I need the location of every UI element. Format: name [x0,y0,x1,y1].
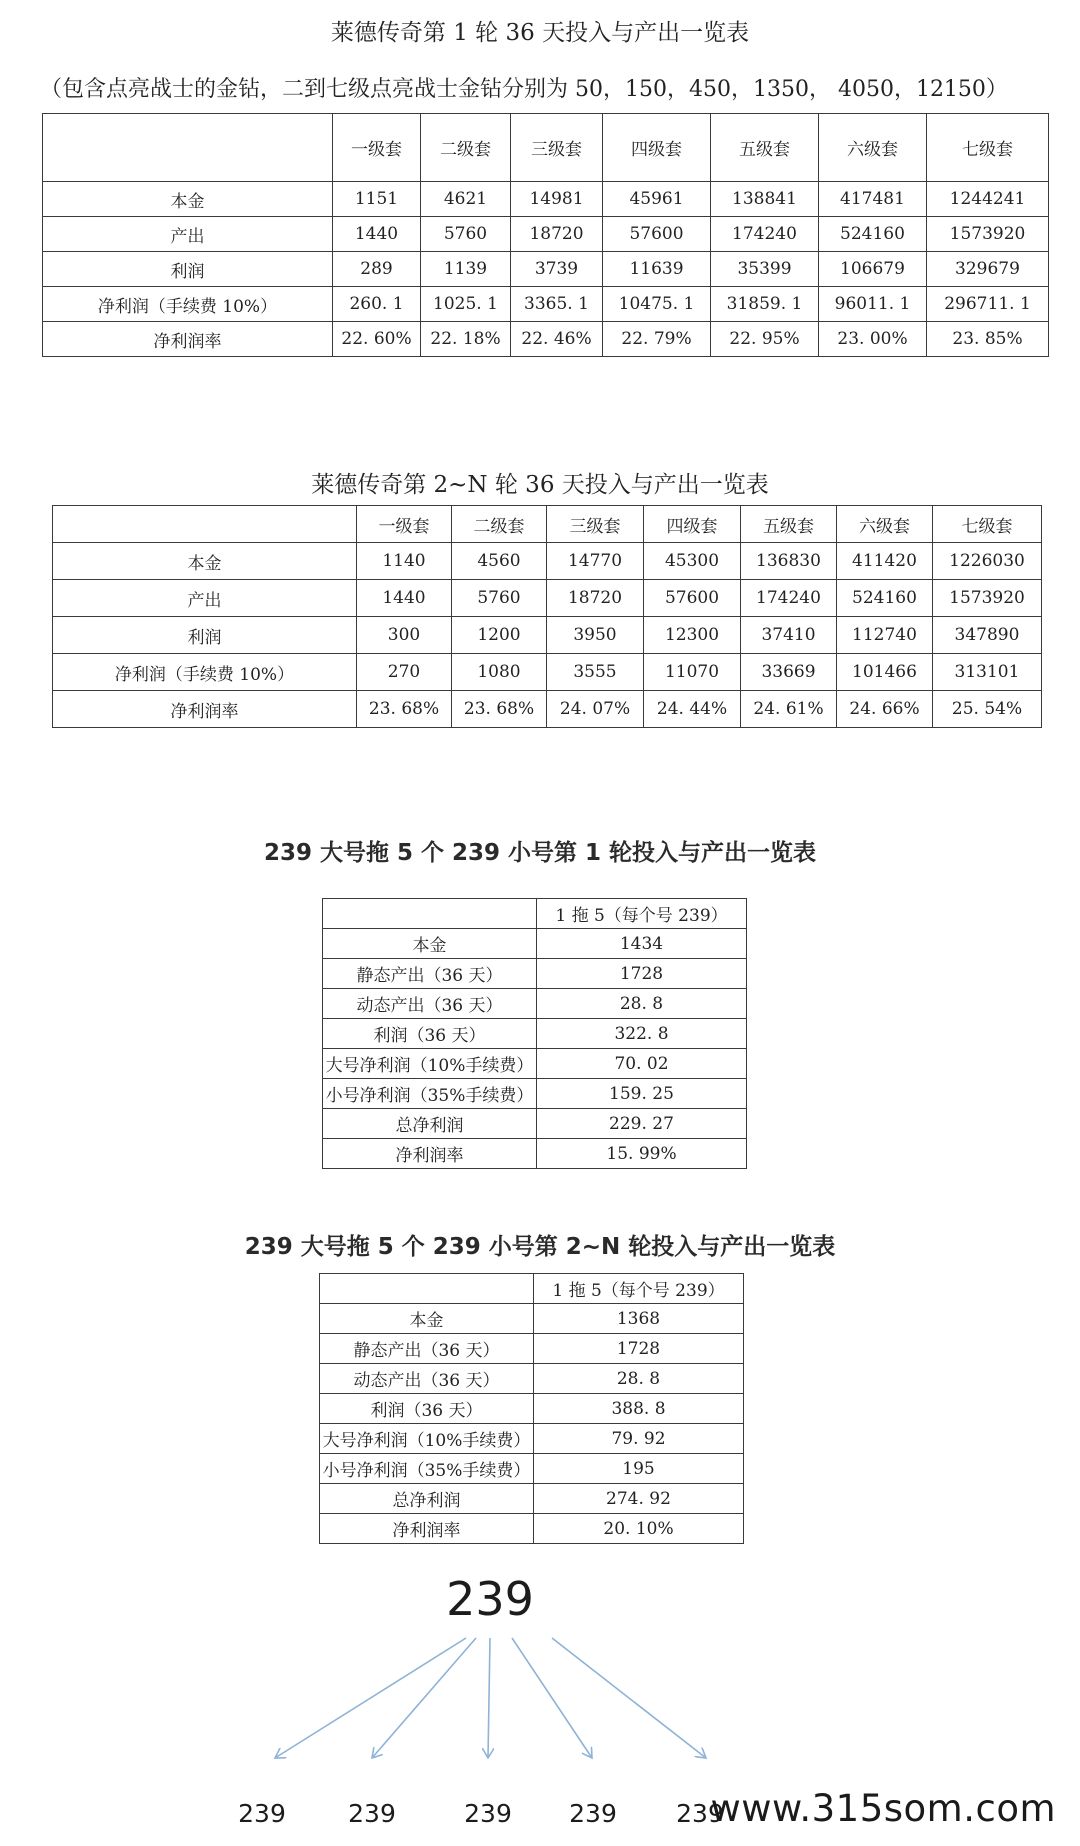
table1-subtitle: （包含点亮战士的金钻，二到七级点亮战士金钻分别为 50，150，450，1350， 4050，12150） [40,77,1008,102]
row-label: 大号净利润（10%手续费） [320,1424,534,1454]
table-cell: 3555 [547,654,644,691]
table-cell: 274. 92 [534,1484,744,1514]
table-cell: 22. 79% [603,322,711,357]
row-label: 净利润率 [43,322,333,357]
table-row [320,1304,744,1334]
table-cell: 4560 [452,543,547,580]
table-cell: 329679 [927,252,1049,287]
table-row [323,989,747,1019]
table-cell: 14770 [547,543,644,580]
table-cell: 138841 [711,182,819,217]
column-header: 三级套 [547,506,644,543]
table-row [323,1109,747,1139]
table2-body [53,506,1042,728]
table-cell: 1368 [534,1304,744,1334]
tree-leaf-label: 239 [676,1799,724,1828]
table-cell: 1151 [333,182,421,217]
row-label: 净利润率 [320,1514,534,1544]
row-label: 本金 [320,1304,534,1334]
table-cell: 1200 [452,617,547,654]
table-cell: 22. 95% [711,322,819,357]
row-label: 净利润率 [53,691,357,728]
table-row [323,1139,747,1169]
table-cell: 1140 [357,543,452,580]
table-header-row [320,1274,744,1304]
table-cell: 23. 85% [927,322,1049,357]
table-cell: 174240 [741,580,837,617]
tree-leaf-label: 239 [569,1799,617,1828]
table-row [43,217,1049,252]
table-row [53,691,1042,728]
table-row [323,959,747,989]
table-cell: 1080 [452,654,547,691]
table1-title: 莱德传奇第 1 轮 36 天投入与产出一览表 [330,20,750,46]
table-cell: 11639 [603,252,711,287]
table-cell: 5760 [421,217,511,252]
table-cell: 28. 8 [534,1364,744,1394]
tree-arrows [275,1638,706,1758]
table-row [320,1484,744,1514]
table-cell: 22. 60% [333,322,421,357]
column-header: 二级套 [421,114,511,182]
column-header [53,506,357,543]
table-cell: 1244241 [927,182,1049,217]
table-cell: 106679 [819,252,927,287]
table-cell: 79. 92 [534,1424,744,1454]
tree-arrow [488,1638,490,1758]
table-cell: 57600 [644,580,741,617]
table4 [319,1273,744,1544]
tree-arrow [552,1638,706,1758]
table-cell: 23. 68% [452,691,547,728]
row-label: 利润 [53,617,357,654]
row-label: 利润（36 天） [320,1394,534,1424]
column-header: 1 拖 5（每个号 239） [534,1274,744,1304]
column-header: 六级套 [819,114,927,182]
row-label: 静态产出（36 天） [320,1334,534,1364]
table-cell: 388. 8 [534,1394,744,1424]
tree-root-label: 239 [446,1572,534,1626]
tree-leaves [238,1799,724,1828]
table-cell: 4621 [421,182,511,217]
row-label: 产出 [43,217,333,252]
table-cell: 18720 [547,580,644,617]
table-row [323,1049,747,1079]
table-cell: 1139 [421,252,511,287]
table-cell: 3950 [547,617,644,654]
table-row [323,1079,747,1109]
table-cell: 22. 18% [421,322,511,357]
column-header: 四级套 [603,114,711,182]
table3-title: 239 大号拖 5 个 239 小号第 1 轮投入与产出一览表 [263,840,817,866]
table-row [43,287,1049,322]
column-header: 七级套 [933,506,1042,543]
table-cell: 300 [357,617,452,654]
table-row [320,1454,744,1484]
row-label: 总净利润 [323,1109,537,1139]
table-row [323,929,747,959]
table-row [320,1364,744,1394]
table-cell: 11070 [644,654,741,691]
table1 [42,113,1049,357]
row-label: 小号净利润（35%手续费） [323,1079,537,1109]
table-header-row [323,899,747,929]
row-label: 利润 [43,252,333,287]
table-cell: 3739 [511,252,603,287]
tree-arrow [372,1638,476,1758]
row-label: 动态产出（36 天） [320,1364,534,1394]
column-header [320,1274,534,1304]
table-cell: 174240 [711,217,819,252]
table-row [43,182,1049,217]
column-header [323,899,537,929]
table-cell: 322. 8 [537,1019,747,1049]
table-row [320,1334,744,1364]
tree-arrow [512,1638,592,1758]
table-cell: 23. 00% [819,322,927,357]
table-cell: 20. 10% [534,1514,744,1544]
table-cell: 296711. 1 [927,287,1049,322]
table-cell: 96011. 1 [819,287,927,322]
table-cell: 24. 07% [547,691,644,728]
table-cell: 524160 [819,217,927,252]
table4-body [320,1274,744,1544]
table-cell: 3365. 1 [511,287,603,322]
table2-title: 莱德传奇第 2~N 轮 36 天投入与产出一览表 [311,472,769,498]
table-cell: 33669 [741,654,837,691]
column-header: 五级套 [711,114,819,182]
row-label: 本金 [53,543,357,580]
table1-body [43,114,1049,357]
column-header: 六级套 [837,506,933,543]
row-label: 本金 [323,929,537,959]
table-cell: 260. 1 [333,287,421,322]
table-cell: 5760 [452,580,547,617]
row-label: 小号净利润（35%手续费） [320,1454,534,1484]
table-cell: 1728 [537,959,747,989]
table-cell: 35399 [711,252,819,287]
row-label: 利润（36 天） [323,1019,537,1049]
table-cell: 24. 66% [837,691,933,728]
table3-body [323,899,747,1169]
table-cell: 1728 [534,1334,744,1364]
tree-leaf-label: 239 [238,1799,286,1828]
row-label: 产出 [53,580,357,617]
table-cell: 1573920 [927,217,1049,252]
table-cell: 195 [534,1454,744,1484]
table-cell: 1440 [333,217,421,252]
table-cell: 136830 [741,543,837,580]
table-cell: 70. 02 [537,1049,747,1079]
row-label: 净利润（手续费 10%） [53,654,357,691]
column-header: 五级套 [741,506,837,543]
table-row [43,322,1049,357]
table3 [322,898,747,1169]
table-cell: 14981 [511,182,603,217]
table-cell: 25. 54% [933,691,1042,728]
row-label: 大号净利润（10%手续费） [323,1049,537,1079]
table-cell: 15. 99% [537,1139,747,1169]
table-row [53,543,1042,580]
table-row [53,617,1042,654]
row-label: 动态产出（36 天） [323,989,537,1019]
column-header [43,114,333,182]
column-header: 二级套 [452,506,547,543]
table-header-row [43,114,1049,182]
table-cell: 270 [357,654,452,691]
table2 [52,505,1042,728]
table-header-row [53,506,1042,543]
table-cell: 24. 44% [644,691,741,728]
table-cell: 10475. 1 [603,287,711,322]
table-cell: 24. 61% [741,691,837,728]
table-cell: 18720 [511,217,603,252]
table-cell: 159. 25 [537,1079,747,1109]
column-header: 一级套 [357,506,452,543]
row-label: 净利润（手续费 10%） [43,287,333,322]
table-cell: 57600 [603,217,711,252]
table-cell: 347890 [933,617,1042,654]
table-cell: 524160 [837,580,933,617]
table-cell: 1025. 1 [421,287,511,322]
column-header: 一级套 [333,114,421,182]
table-cell: 1434 [537,929,747,959]
tree-leaf-label: 239 [464,1799,512,1828]
table-row [323,1019,747,1049]
table-cell: 31859. 1 [711,287,819,322]
table-cell: 112740 [837,617,933,654]
row-label: 静态产出（36 天） [323,959,537,989]
column-header: 四级套 [644,506,741,543]
table-cell: 1573920 [933,580,1042,617]
row-label: 总净利润 [320,1484,534,1514]
column-header: 1 拖 5（每个号 239） [537,899,747,929]
table-cell: 45961 [603,182,711,217]
tree-arrow [275,1638,466,1758]
column-header: 七级套 [927,114,1049,182]
row-label: 本金 [43,182,333,217]
row-label: 净利润率 [323,1139,537,1169]
table-cell: 28. 8 [537,989,747,1019]
table-row [53,654,1042,691]
table-cell: 23. 68% [357,691,452,728]
table-cell: 37410 [741,617,837,654]
table-cell: 22. 46% [511,322,603,357]
table-cell: 1226030 [933,543,1042,580]
table-cell: 45300 [644,543,741,580]
table-cell: 313101 [933,654,1042,691]
tree-leaf-label: 239 [348,1799,396,1828]
table4-title: 239 大号拖 5 个 239 小号第 2~N 轮投入与产出一览表 [244,1234,836,1260]
table-cell: 411420 [837,543,933,580]
watermark: www.315som.com [710,1787,1056,1830]
column-header: 三级套 [511,114,603,182]
table-row [320,1424,744,1454]
table-cell: 417481 [819,182,927,217]
table-row [320,1514,744,1544]
table-row [43,252,1049,287]
table-row [320,1394,744,1424]
table-cell: 101466 [837,654,933,691]
table-row [53,580,1042,617]
table-cell: 12300 [644,617,741,654]
table-cell: 1440 [357,580,452,617]
table-cell: 229. 27 [537,1109,747,1139]
table-cell: 289 [333,252,421,287]
